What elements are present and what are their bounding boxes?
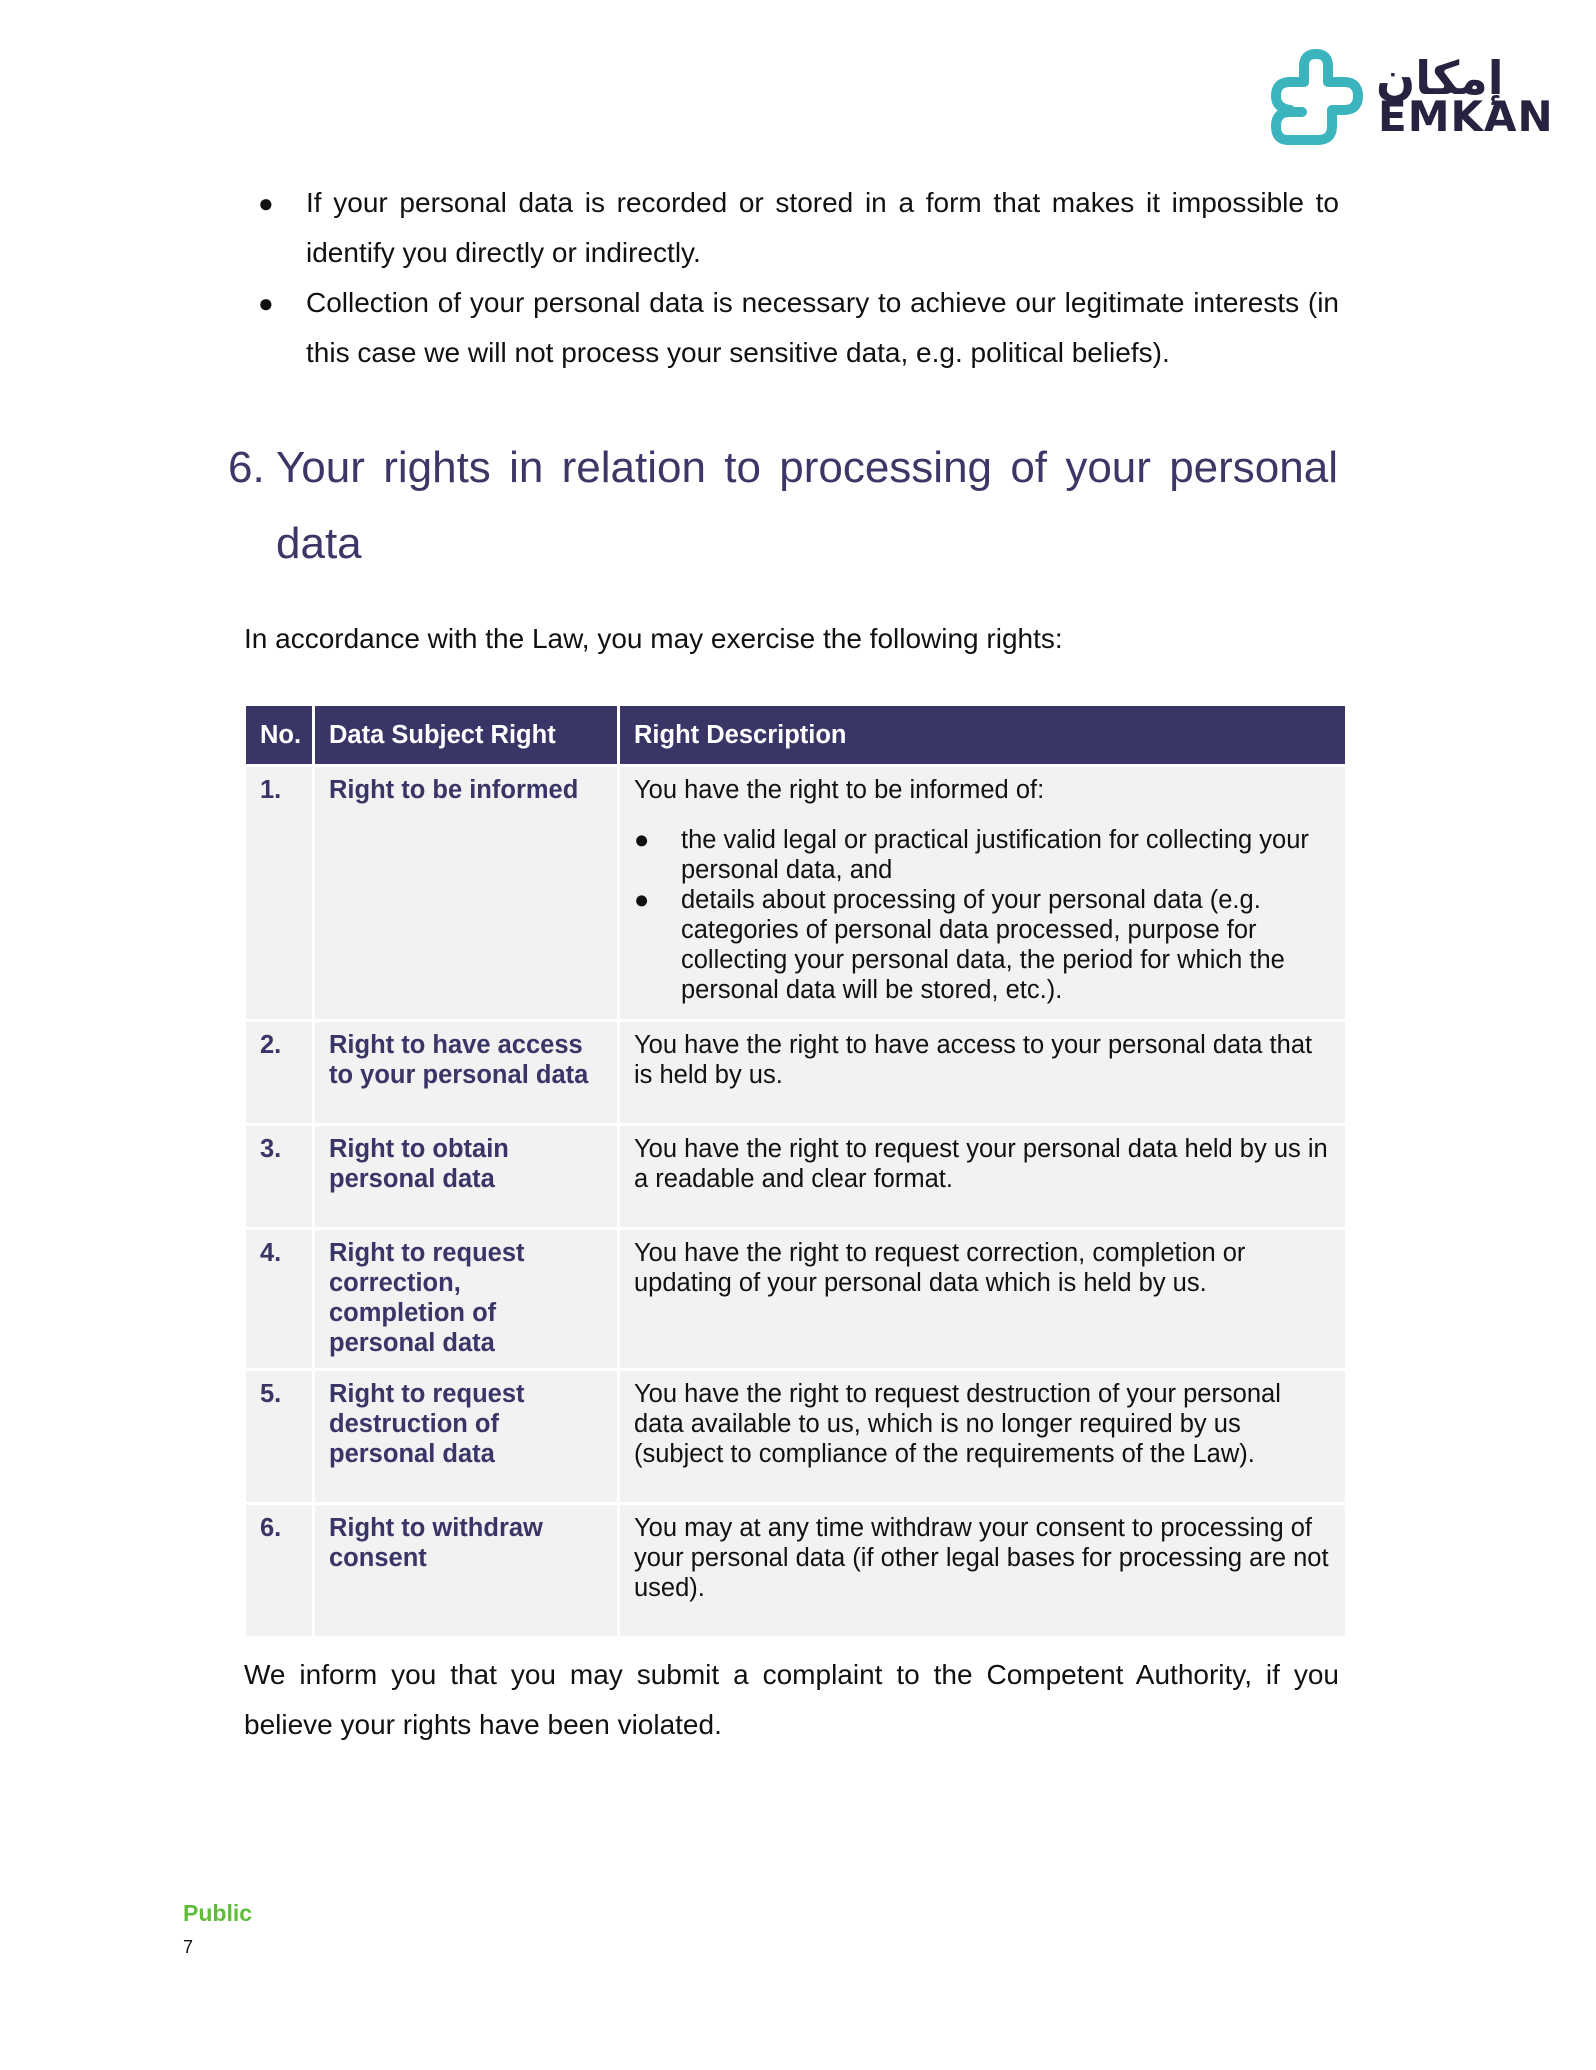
row-number: 1. [245,766,314,1021]
row-right: Right to request correction, completion of personal data [314,1229,619,1370]
row-description: You have the right to request correction, completion or updating of your personal data which is held by us. [619,1229,1347,1370]
emkan-logo-mark-icon [1268,48,1368,148]
table-row [245,766,1347,1021]
row-right: Right to be informed [314,766,619,1021]
table-row [245,1125,1347,1229]
header-right: Data Subject Right [314,705,619,766]
table-row [245,1021,1347,1125]
bullet-icon: ● [258,188,274,218]
row-description: You have the right to request your personal data held by us in a readable and clear format. [619,1125,1347,1229]
bullet-text: If your personal data is recorded or stored in a form that makes it impossible to identify you directly or indirectly. [306,187,1339,268]
bullet-icon: ● [634,826,650,854]
row-right: Right to request destruction of personal data [314,1370,619,1504]
row-right: Right to withdraw consent [314,1504,619,1638]
row-number: 6. [245,1504,314,1638]
logo-arabic-text: إمكان [1376,51,1504,105]
table-row [245,1229,1347,1370]
section-intro: In accordance with the Law, you may exercise the following rights: [244,623,1063,654]
complaint-notice: We inform you that you may submit a complaint to the Competent Authority, if you believe your rights have been violated. [244,1659,1339,1740]
row-description: You have the right to have access to your personal data that is held by us. [619,1021,1347,1125]
table-row [245,1370,1347,1504]
logo-english-text: EMKAN [1378,92,1554,141]
emkan-logo [1268,48,1554,148]
classification-label: Public [183,1900,253,1926]
description-sub-list [634,825,1331,1005]
bullet-icon: ● [634,886,650,914]
row-number: 3. [245,1125,314,1229]
row-number: 5. [245,1370,314,1504]
condition-bullet-list [244,178,1339,378]
bullet-icon: ● [258,288,274,318]
bullet-text: Collection of your personal data is necessary to achieve our legitimate interests (in this case we will not process your sensitive data, e.g. political beliefs). [306,287,1339,368]
page-number: 7 [183,1937,194,1957]
sub-item-text: the valid legal or practical justification for collecting your personal data, and [681,826,1309,884]
row-description: You have the right to request destruction of your personal data available to us, which is no longer required by us (subject to compliance of the requirements of the Law). [619,1370,1347,1504]
list-item [244,278,1339,378]
row-right: Right to obtain personal data [314,1125,619,1229]
header-description: Right Description [619,705,1347,766]
table-row [245,1504,1347,1638]
list-item [244,178,1339,278]
row-description [619,766,1347,1021]
row-description: You may at any time withdraw your consent to processing of your personal data (if other legal bases for processing are not used). [619,1504,1347,1638]
row-right: Right to have access to your personal data [314,1021,619,1125]
row-number: 4. [245,1229,314,1370]
header-no: No. [245,705,314,766]
table-header-row [245,705,1347,766]
list-item [634,885,1331,1005]
row-number: 2. [245,1021,314,1125]
sub-item-text: details about processing of your personal data (e.g. categories of personal data processed, purpose for collecting your personal data, the period for which the personal data will be stored, etc.). [681,886,1285,1004]
row-description-text: You have the right to be informed of: [634,776,1045,804]
section-heading [228,430,1338,582]
rights-table [243,703,1348,1639]
list-item [634,825,1331,885]
section-title: Your rights in relation to processing of your personal data [276,443,1338,568]
section-number: 6. [228,443,265,492]
